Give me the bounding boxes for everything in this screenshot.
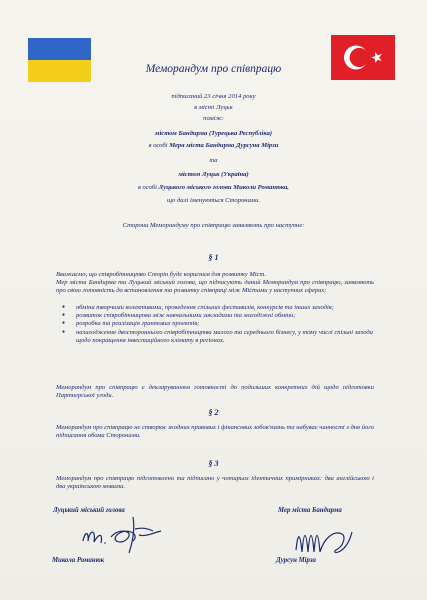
list-item: ● налагодження двостороннього співробітництва малого та середнього бізнесу, у тому числі спільні заходи щодо покращення інвестиційного клімату в регіонах. bbox=[62, 329, 374, 345]
intro-statement: Сторони Меморандуму про співпрацю заявляють про наступне: bbox=[122, 222, 305, 229]
section-2-heading: § 2 bbox=[208, 408, 219, 417]
list-item: ● обміни творчими колективами, проведення спільних фестивалів, конкурсів та інших заходів; bbox=[62, 304, 374, 312]
list-item: ● розвиток співробітництва між навчальними закладами та молодіжні обміни; bbox=[62, 312, 374, 320]
section-1-paragraph-3: Меморандум про співпрацю є декларуванням готовності до подальших конкретних дій щодо підготовки Партнерської угоди. bbox=[56, 384, 374, 400]
section-3-text: Меморандум про співпрацю підготовлено та підписано у чотирьох ідентичних примірниках: два англійською і два українською мовами. bbox=[56, 475, 374, 491]
right-signatory-title: Мер міста Бандирма bbox=[278, 507, 342, 514]
party2-representative: в особі Луцького міського голови Миколи Романюка, bbox=[138, 184, 289, 191]
section-1-paragraph-1: Вважаємо, що співробітництво Сторін буде корисним для розвитку Міст. bbox=[56, 271, 266, 278]
signed-date: підписаний 23 січня 2014 року bbox=[171, 93, 256, 100]
parties-definition: що далі іменуються Сторонами. bbox=[166, 197, 261, 204]
party2-city: містом Луцьк (Україна) bbox=[178, 171, 249, 178]
left-signatory-title: Луцький міський голова bbox=[53, 507, 125, 514]
section-2-text: Меморандум про співпрацю не створює жодних правових і фінансових зобов'язань та набуває чинності з дня його підписання обома Сторонами. bbox=[56, 424, 374, 440]
and-label: та bbox=[209, 157, 218, 164]
between-label: поміж: bbox=[203, 115, 224, 122]
left-signature bbox=[75, 507, 170, 557]
right-signatory-name: Дурсун Мірза bbox=[276, 557, 316, 564]
cooperation-areas-list bbox=[62, 304, 374, 345]
ukraine-flag-icon bbox=[28, 38, 91, 82]
section-1-paragraph-2: Мер міста Бандирма та Луцький міський голова, що підписують даний Меморандум про співпрацю, заявляють про свою готовність до встановлення та розвитку співпраці між Містами у наступних сферах: bbox=[56, 279, 374, 295]
left-signatory-name: Микола Романюк bbox=[52, 557, 105, 564]
document-title: Меморандум про співпрацю bbox=[145, 63, 282, 75]
party1-city: містом Бандирма (Турецька Республіка) bbox=[154, 130, 273, 137]
section-3-heading: § 3 bbox=[208, 459, 219, 468]
section-1-heading: § 1 bbox=[208, 253, 219, 262]
party1-representative: в особі Мера міста Бандирма Дурсуна Мірзи bbox=[148, 142, 279, 149]
list-item: ● розробка та реалізація грантових проектів; bbox=[62, 320, 374, 328]
signed-city: в місті Луцьк bbox=[194, 104, 233, 111]
